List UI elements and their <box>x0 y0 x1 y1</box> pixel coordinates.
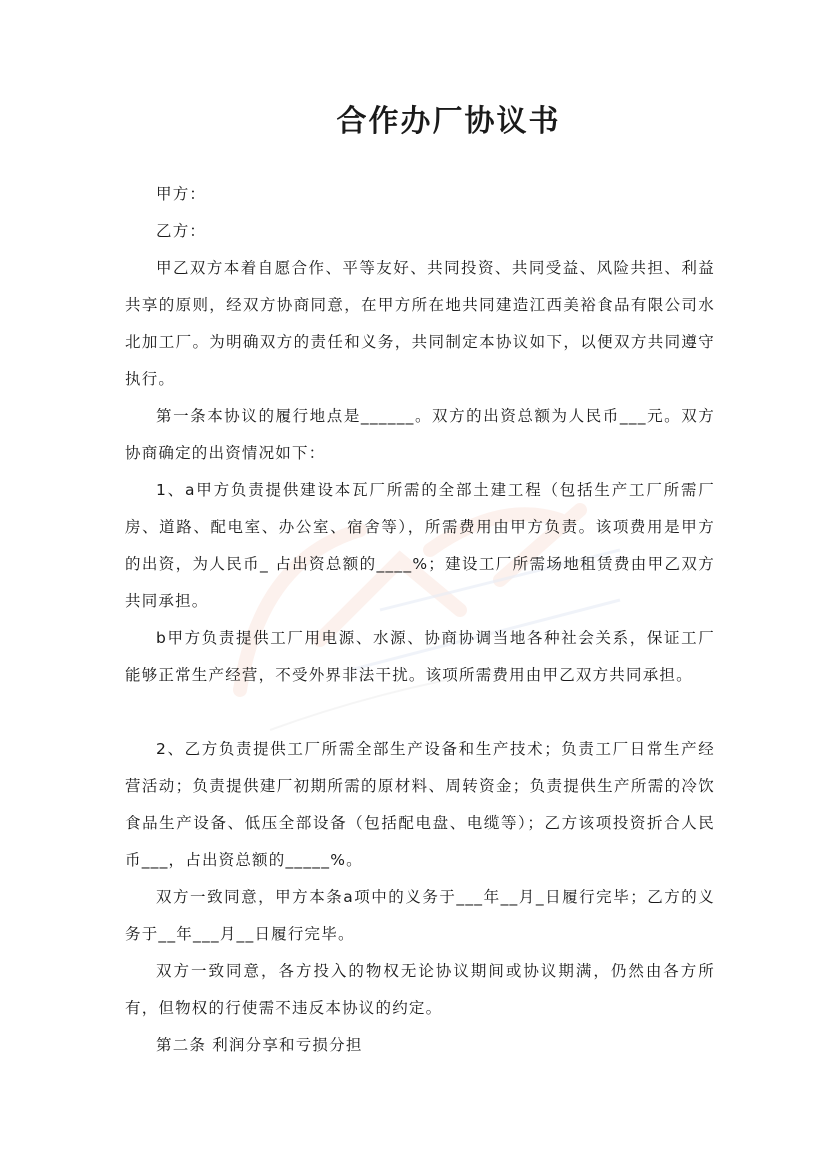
preamble-paragraph: 甲乙双方本着自愿合作、平等友好、共同投资、共同受益、风险共担、利益共享的原则，经双方协商同意，在甲方所在地共同建造江西美裕食品有限公司水北加工厂。为明确双方的责任和义务，共同制定本协议如下，以便双方共同遵守执行。 <box>125 259 715 388</box>
completion-dates-paragraph: 双方一致同意，甲方本条a项中的义务于___年__月_日履行完毕；乙方的义务于__年___月__日履行完毕。 <box>125 888 715 943</box>
clause-2-paragraph: 2、乙方负责提供工厂所需全部生产设备和生产技术；负责工厂日常生产经营活动；负责提供建厂初期所需的原材料、周转资金；负责提供生产所需的冷饮食品生产设备、低压全部设备（包括配电盘、电缆等）；乙方该项投资折合人民币___，占出资总额的_____%。 <box>125 740 715 869</box>
clause-1a-paragraph: 1、a甲方负责提供建设本瓦厂所需的全部土建工程（包括生产工厂所需厂房、道路、配电室、办公室、宿舍等），所需费用由甲方负责。该项费用是甲方的出资，为人民币_ 占出资总额的____%；建设工厂所需场地租赁费由甲乙双方共同承担。 <box>125 481 715 610</box>
document-title: 合作办厂协议书 <box>336 104 561 139</box>
document-body <box>125 176 715 1064</box>
clause-1b-paragraph: b甲方负责提供工厂用电源、水源、协商协调当地各种社会关系，保证工厂能够正常生产经营，不受外界非法干扰。该项所需费用由甲乙双方共同承担。 <box>125 629 715 684</box>
article-two-heading: 第二条 利润分享和亏损分担 <box>156 1036 363 1054</box>
article-one-paragraph: 第一条本协议的履行地点是______。双方的出资总额为人民币___元。双方协商确定的出资情况如下： <box>125 407 715 462</box>
property-rights-paragraph: 双方一致同意，各方投入的物权无论协议期间或协议期满，仍然由各方所有，但物权的行使需不违反本协议的约定。 <box>125 962 715 1017</box>
paragraph-spacer <box>125 694 715 731</box>
party-b-line: 乙方： <box>156 222 207 240</box>
party-a-line: 甲方： <box>156 185 207 203</box>
